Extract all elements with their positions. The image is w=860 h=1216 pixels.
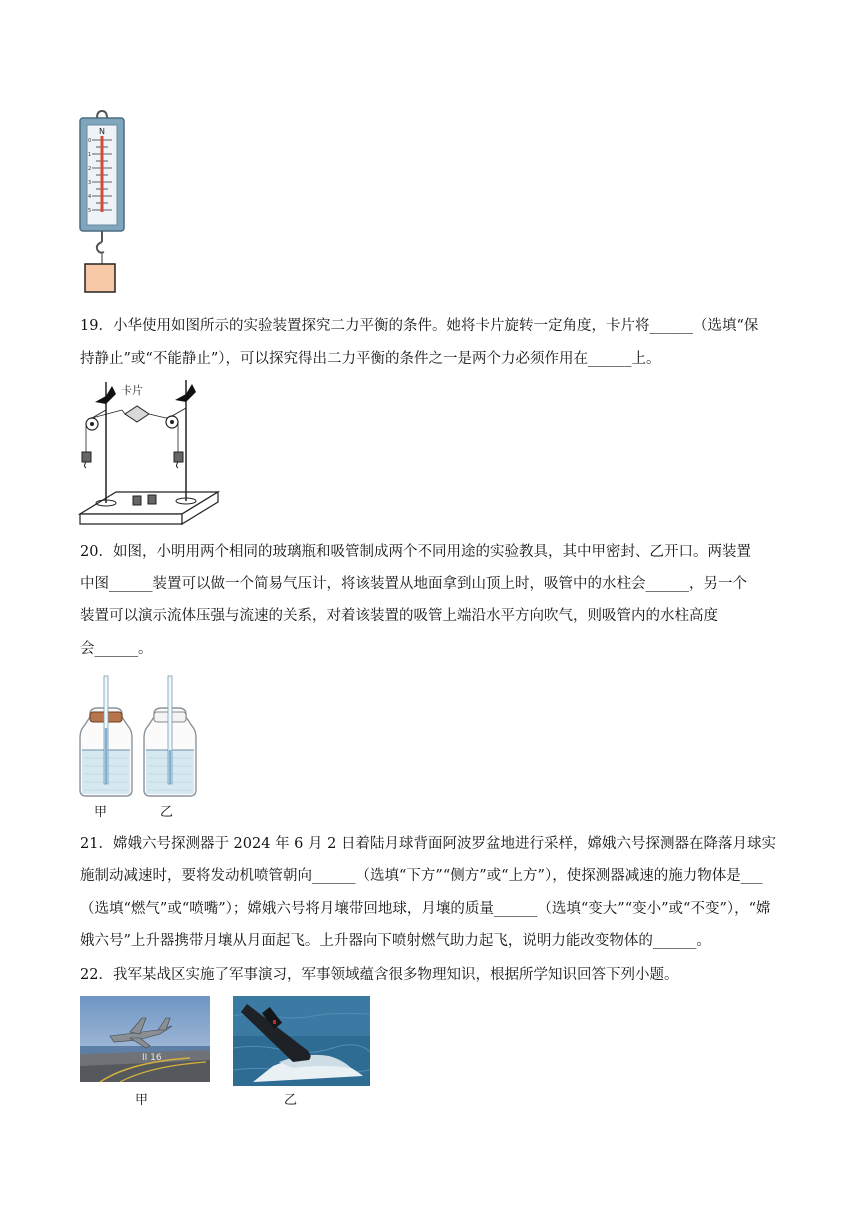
- scale-tick-5: 5: [88, 208, 92, 214]
- q22-line-1: 22．我军某战区实施了军事演习，军事领域蕴含很多物理知识，根据所学知识回答下列小题。: [80, 967, 679, 983]
- scale-tick-0: 0: [88, 138, 92, 144]
- q20-line-4: 会______。: [80, 641, 153, 657]
- photo-label-a: 甲: [135, 1093, 149, 1108]
- q21-line-4: 娥六号”上升器携带月壤从月面起飞。上升器向下喷射燃气助力起飞，说明力能改变物体的______。: [80, 933, 711, 949]
- q21-line-3: （选填“燃气”或“喷嘴”）；嫦娥六号将月壤带回地球，月壤的质量______（选填“变大”“变小”或“不变”），“嫦: [80, 901, 771, 917]
- q19-line-1: 19．小华使用如图所示的实验装置探究二力平衡的条件。她将卡片旋转一定角度，卡片将______（选填“保: [80, 318, 759, 334]
- submarine-photo: [233, 996, 370, 1086]
- q20-line-1: 20．如图，小明用两个相同的玻璃瓶和吸管制成两个不同用途的实验教具，其中甲密封、乙开口。两装置: [80, 544, 751, 560]
- jet-carrier-photo: [80, 996, 210, 1082]
- q20-line-3: 装置可以演示流体压强与流速的关系，对着该装置的吸管上端沿水平方向吹气，则吸管内的水柱高度: [80, 608, 718, 624]
- spring-scale-figure: [72, 108, 132, 298]
- q20-line-2: 中图______装置可以做一个简易气压计，将该装置从地面拿到山顶上时，吸管中的水柱会______，另一个: [80, 576, 747, 592]
- scale-tick-4: 4: [88, 194, 92, 200]
- card-label: 卡片: [121, 384, 143, 397]
- scale-tick-2: 2: [88, 166, 92, 172]
- scale-unit-label: N: [99, 127, 105, 136]
- svg-text:II 16: II 16: [142, 1053, 162, 1063]
- photo-label-b: 乙: [284, 1093, 298, 1108]
- q19-line-2: 持静止”或“不能静止”），可以探究得出二力平衡的条件之一是两个力必须作用在______上。: [80, 351, 661, 367]
- bottles-figure: [76, 674, 200, 802]
- q21-line-2: 施制动减速时，要将发动机喷管朝向______（选填“下方”“侧方”或“上方”），使探测器减速的施力物体是___: [80, 868, 763, 884]
- scale-tick-3: 3: [88, 180, 92, 186]
- two-force-balance-figure: [78, 374, 222, 528]
- bottle-label-b: 乙: [160, 805, 174, 820]
- scale-tick-1: 1: [88, 152, 92, 158]
- bottle-label-a: 甲: [94, 805, 108, 820]
- q21-line-1: 21．嫦娥六号探测器于 2024 年 6 月 2 日着陆月球背面阿波罗盆地进行采样，嫦娥六号探测器在降落月球实: [80, 836, 776, 852]
